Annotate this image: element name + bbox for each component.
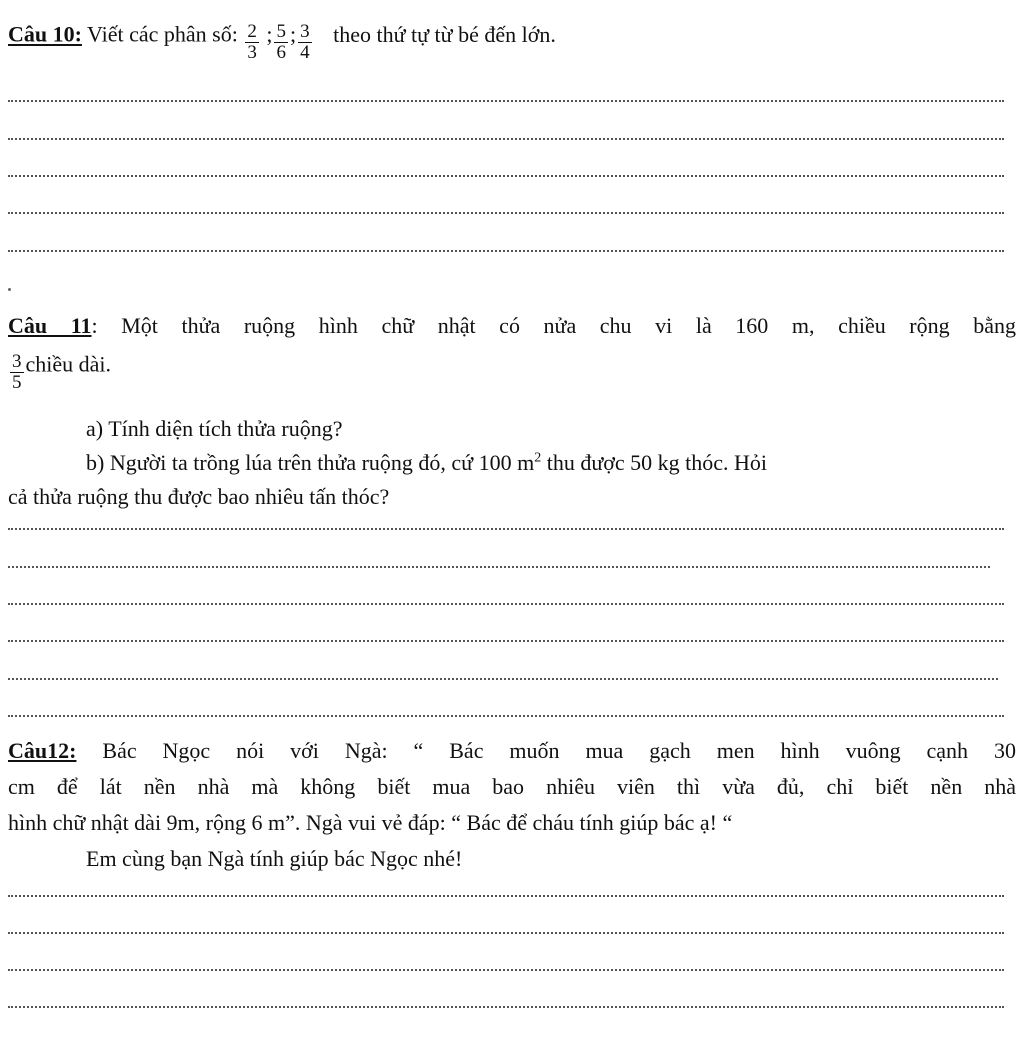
question-11-line-2 [8,346,1008,393]
fraction-5-6: $\frac{5}{6}$ [276,21,286,63]
answer-line [8,138,1004,140]
question-12-line-4: Em cùng bạn Ngà tính giúp bác Ngọc nhé! [86,846,463,871]
question-12-line-1 [8,737,1016,765]
fraction-3-4: $\frac{3}{4}$ [300,21,310,63]
answer-line [8,566,990,568]
question-11-line-2-text: chiều dài. [25,351,112,377]
question-11-text: : Một thửa ruộng hình chữ nhật có nửa chu vi là 160 m, chiều rộng bằng [91,313,1016,338]
question-10-label: Câu 10: [8,21,82,47]
answer-line [8,678,998,680]
question-11-label: Câu 11 [8,313,92,338]
fraction-2-3: $\frac{2}{3}$ [247,21,257,63]
question-12-label: Câu12: [8,738,77,763]
separator: ; [260,21,273,47]
question-12-text: Bác Ngọc nói với Ngà: “ Bác muốn mua gạch men hình vuông cạnh 30 [102,738,1016,763]
question-11-part-b-line-2: cả thửa ruộng thu được bao nhiêu tấn thóc? [8,484,390,509]
answer-line [8,715,1004,717]
answer-line [8,175,1004,177]
question-12-line-3: hình chữ nhật dài 9m, rộng 6 m”. Ngà vui vẻ đáp: “ Bác để cháu tính giúp bác ạ! “ [8,810,733,835]
answer-line [8,1006,1004,1008]
answer-line [8,969,1004,971]
question-12-line-2: cm để lát nền nhà mà không biết mua bao nhiêu viên thì vừa đủ, chỉ biết nền nhà [8,774,1016,799]
question-10-prompt [8,16,1008,63]
answer-line [8,932,1004,934]
answer-line [8,250,1004,252]
question-10-text-after: theo thứ tự từ bé đến lớn. [333,21,556,47]
answer-line [8,895,1004,897]
stray-mark [8,288,11,291]
separator: ; [289,21,297,47]
question-11-part-b: b) Người ta trồng lúa trên thửa ruộng đó, cứ 100 $m^2$ thu được 50 kg thóc. Hỏi [86,450,768,475]
question-11-part-a: a) Tính diện tích thửa ruộng? [86,416,343,441]
question-11-line-1 [8,312,1016,340]
answer-line [8,640,1004,642]
answer-line [8,528,1004,530]
answer-line [8,603,1004,605]
answer-line [8,100,1004,102]
fraction-3-5: $\frac{3}{5}$ [12,351,22,393]
question-10-text-before: Viết các phân số: [81,21,238,47]
answer-line [8,212,1004,214]
